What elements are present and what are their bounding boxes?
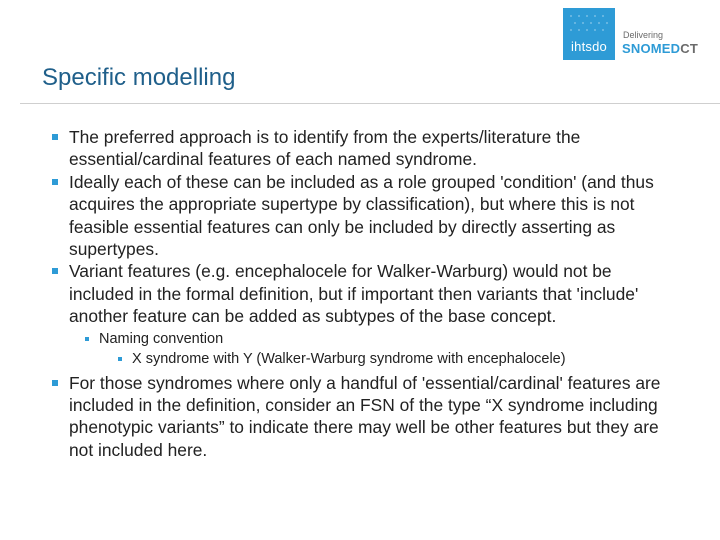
sub-sub-bullet-marker-icon: [118, 357, 122, 361]
snomed-ct-logo: [622, 41, 698, 56]
bullet-marker-icon: [52, 268, 58, 274]
sub-sub-bullet-item: [118, 349, 680, 369]
slide-body: [52, 126, 680, 461]
bullet-marker-icon: [52, 380, 58, 386]
dot-pattern-icon: [563, 8, 615, 60]
bullet-text: The preferred approach is to identify from the experts/literature the essential/cardinal features of each named syndrome.: [69, 127, 581, 170]
ihtsdo-logo: [563, 8, 615, 60]
sub-bullet-text: Naming convention: [99, 330, 224, 347]
sub-bullet-item: [85, 329, 680, 349]
snomed-logo-text: SNOMED: [622, 41, 681, 56]
sub-sub-bullet-text: X syndrome with Y (Walker-Warburg syndrome with encephalocele): [132, 350, 566, 367]
bullet-text: Variant features (e.g. encephalocele for Walker-Warburg) would not be included in the formal definition, but if important then variants that 'include' another feature can be added as subtypes of the base concept.: [69, 261, 639, 327]
bullet-text: Ideally each of these can be included as a role grouped 'condition' (and thus acquires the appropriate supertype by classification), but where this is not feasible essential features can only be included by directly asserting as supertypes.: [69, 171, 654, 260]
slide-title: Specific modelling: [42, 64, 236, 91]
bullet-marker-icon: [52, 179, 58, 185]
bullet-item: [52, 372, 680, 462]
ihtsdo-logo-text: ihtsdo: [571, 39, 607, 54]
bullet-marker-icon: [52, 134, 58, 140]
ct-logo-text: CT: [680, 41, 698, 56]
bullet-item: [52, 126, 680, 171]
bullet-item: [52, 171, 680, 261]
title-divider: [20, 103, 720, 104]
bullet-text: For those syndromes where only a handful of 'essential/cardinal' features are included in the definition, consider an FSN of the type “X syndrome including phenotypic variants” to indicate there may well be other features but they are not included here.: [69, 372, 661, 460]
delivering-label: Delivering: [623, 30, 664, 40]
sub-bullet-marker-icon: [85, 337, 89, 341]
bullet-item: [52, 260, 680, 327]
